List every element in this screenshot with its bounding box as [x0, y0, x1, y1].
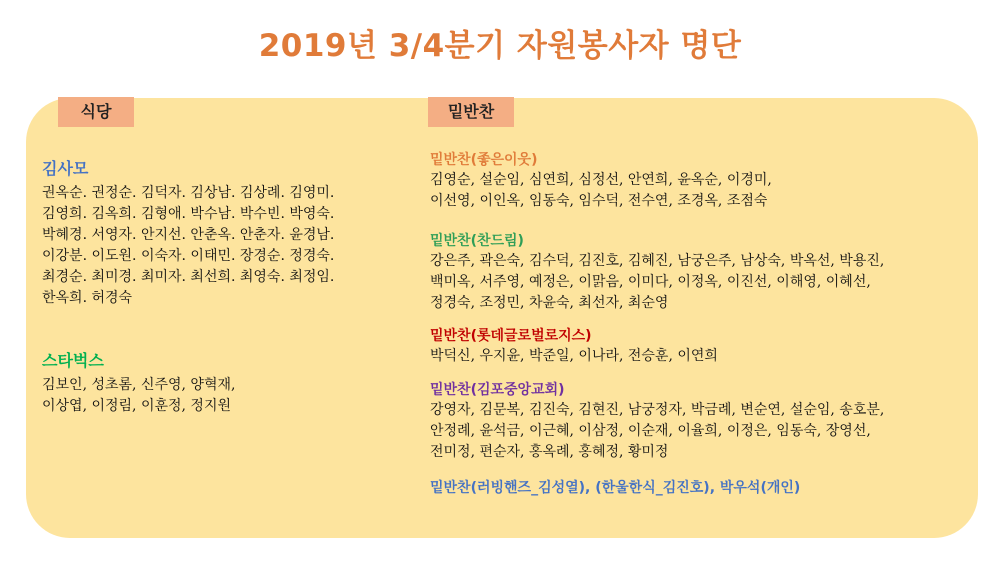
- group-gimsamo: [42, 156, 334, 309]
- name-line: 박혜경. 서영자. 안지선. 안춘옥. 안춘자. 윤경남.: [42, 227, 335, 243]
- name-list: [42, 183, 334, 309]
- group-others: [430, 478, 800, 498]
- group-heading: 밑반찬(롯데글로벌로지스): [430, 328, 592, 344]
- group-heading: 김사모: [42, 159, 89, 178]
- name-list: [42, 375, 235, 417]
- group-heading: 밑반찬(찬드림): [430, 233, 524, 249]
- name-list: [430, 170, 772, 212]
- name-list: [430, 346, 718, 367]
- name-list: [430, 251, 884, 314]
- tab-side-dishes: 밑반찬: [428, 97, 514, 127]
- name-line: 최경순. 최미경. 최미자. 최선희. 최영숙. 최정임.: [42, 269, 335, 285]
- name-line: 이강분. 이도원. 이숙자. 이태민. 장경순. 정경숙.: [42, 248, 335, 264]
- name-line: 안정례, 윤석금, 이근혜, 이삼정, 이순재, 이율희, 이정은, 임동숙, 장영선,: [430, 423, 871, 439]
- name-line: 한옥희. 허경숙: [42, 290, 133, 306]
- name-line: 정경숙, 조정민, 차윤숙, 최선자, 최순영: [430, 295, 669, 311]
- group-heading: 스타벅스: [42, 351, 104, 370]
- group-heading: 밑반찬(러빙핸즈_김성열), (한울한식_김진호), 박우석(개인): [430, 480, 801, 496]
- name-line: 강영자, 김문복, 김진숙, 김현진, 남궁정자, 박금례, 변순연, 설순임, 송호분,: [430, 402, 885, 418]
- group-heading: 밑반찬(좋은이웃): [430, 152, 538, 168]
- name-line: 전미정, 편순자, 홍옥례, 홍혜정, 황미정: [430, 444, 669, 460]
- name-line: 권옥순. 권정순. 김덕자. 김상남. 김상례. 김영미.: [42, 185, 335, 201]
- name-line: 김영희. 김옥희. 김형애. 박수남. 박수빈. 박영숙.: [42, 206, 335, 222]
- group-starbucks: [42, 348, 235, 417]
- group-chandream: [430, 231, 884, 314]
- tab-cafeteria: 식당: [58, 97, 134, 127]
- name-line: 김영순, 설순임, 심연희, 심정선, 안연희, 윤옥순, 이경미,: [430, 172, 772, 188]
- name-line: 강은주, 곽은숙, 김수덕, 김진호, 김혜진, 남궁은주, 남상숙, 박옥선, 박용진,: [430, 253, 885, 269]
- name-line: 김보인, 성초롬, 신주영, 양혁재,: [42, 377, 236, 393]
- name-line: 이선영, 이인옥, 임동숙, 임수덕, 전수연, 조경옥, 조점숙: [430, 193, 768, 209]
- group-lotte-global: [430, 326, 718, 367]
- name-line: 이상엽, 이정림, 이훈정, 정지원: [42, 398, 231, 414]
- group-good-neighbor: [430, 150, 772, 212]
- group-heading: 밑반찬(김포중앙교회): [430, 382, 565, 398]
- page-title: 2019년 3/4분기 자원봉사자 명단: [258, 28, 742, 64]
- group-gimpo-church: [430, 380, 884, 463]
- name-line: 백미옥, 서주영, 예정은, 이맑음, 이미다, 이정옥, 이진선, 이해영, 이혜선,: [430, 274, 871, 290]
- name-list: [430, 400, 884, 463]
- name-line: 박덕신, 우지윤, 박준일, 이나라, 전승훈, 이연희: [430, 348, 718, 364]
